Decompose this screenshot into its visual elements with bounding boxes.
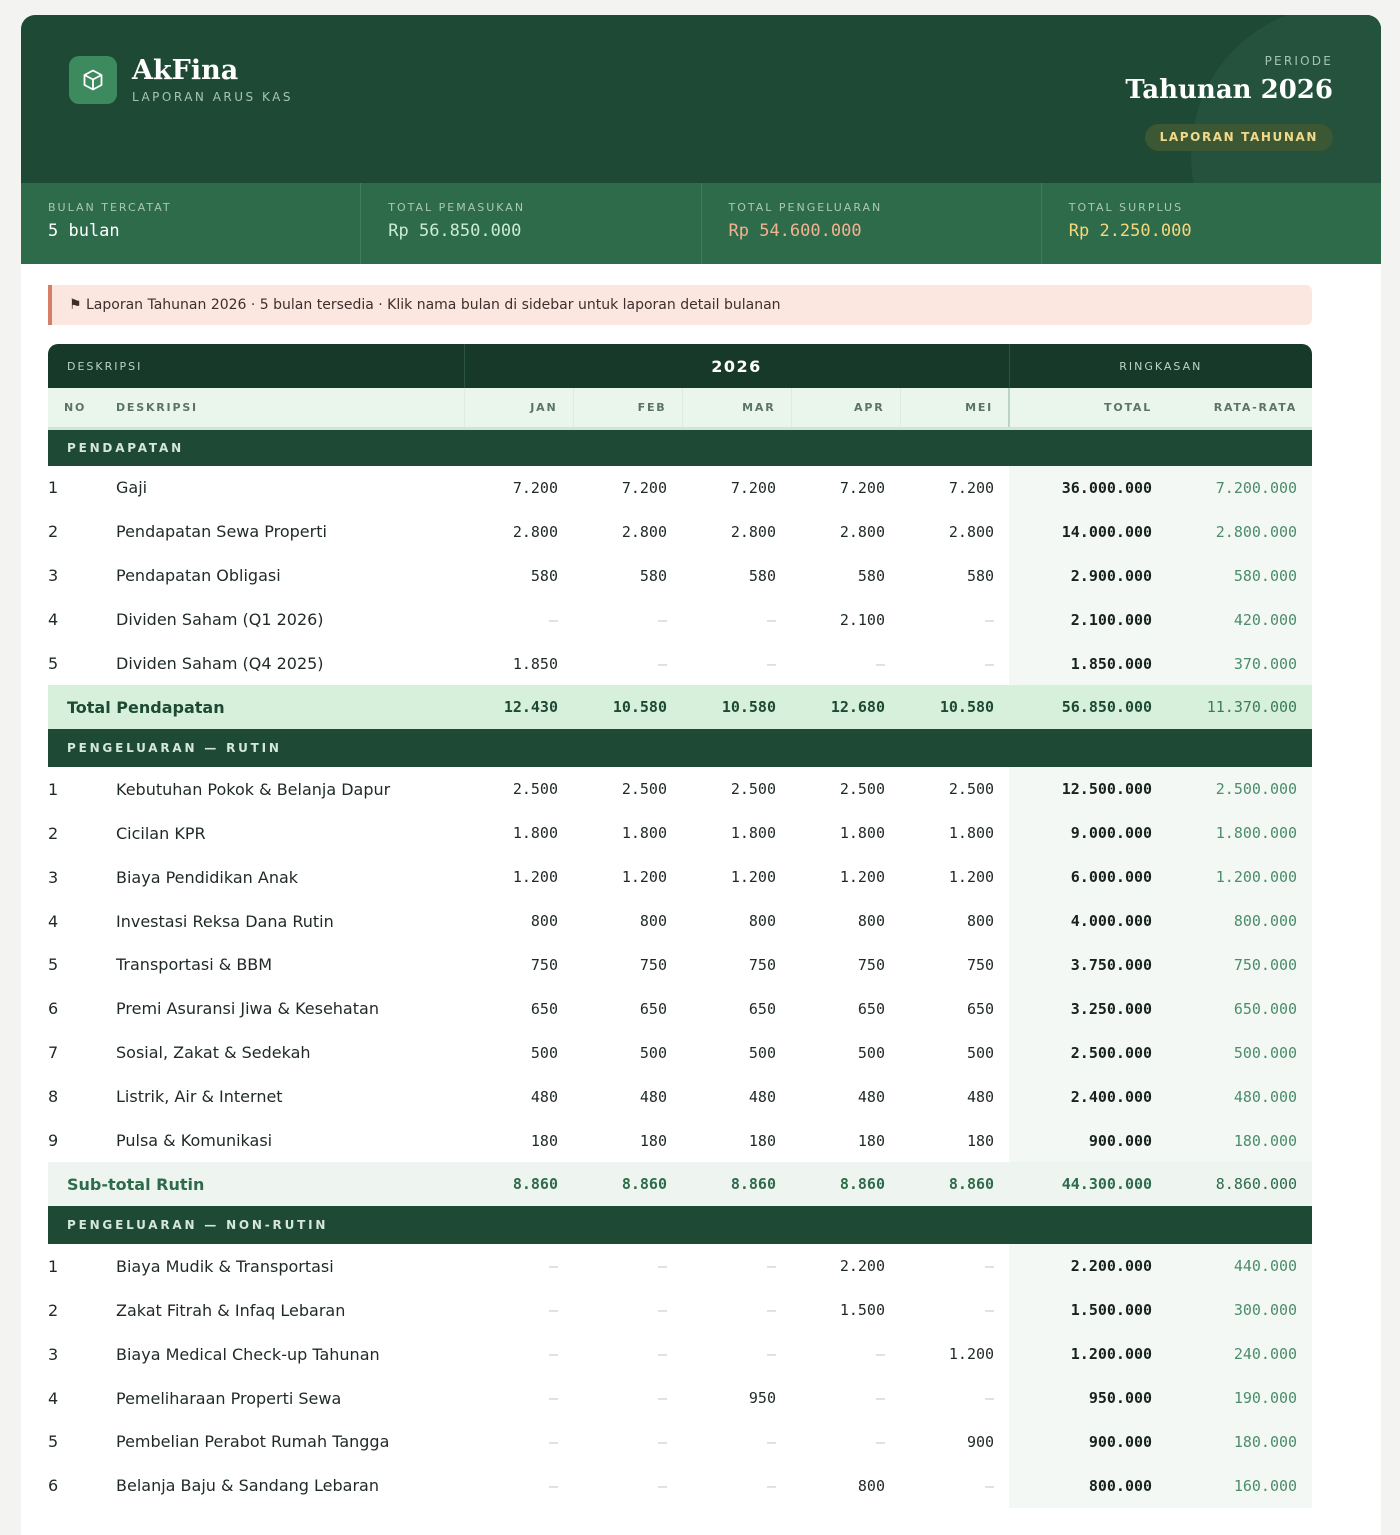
month-value: 1.200 [621, 868, 667, 887]
row-average: 180.000 [1167, 1420, 1312, 1464]
month-value: — [657, 1389, 667, 1408]
row-average: 500.000 [1167, 1031, 1312, 1075]
month-value: — [985, 1389, 995, 1408]
month-value: 480 [530, 1087, 558, 1106]
month-value: — [657, 1257, 667, 1276]
stat-expense [702, 183, 1042, 264]
row-description: Biaya Mudik & Transportasi [116, 1256, 334, 1276]
row-number: 2 [48, 522, 59, 542]
table-group-header [48, 344, 1312, 388]
month-value: 580 [966, 566, 995, 585]
month-value: — [875, 1432, 885, 1451]
section-total-label: Total Pendapatan [48, 685, 464, 729]
month-value: 950 [748, 1389, 776, 1408]
row-average: 2.500.000 [1167, 767, 1312, 811]
cube-icon [69, 56, 117, 104]
section-total-row [48, 685, 1312, 729]
row-number: 3 [48, 867, 59, 887]
stat-label: TOTAL PENGELUARAN [728, 201, 883, 214]
section-total-month: 8.860 [464, 1162, 573, 1206]
row-average: 480.000 [1167, 1075, 1312, 1119]
month-value: — [985, 1257, 995, 1276]
row-total: 950.000 [1009, 1376, 1167, 1420]
month-value: 7.200 [730, 478, 776, 497]
month-value: — [657, 1301, 667, 1320]
month-value: 480 [857, 1087, 885, 1106]
month-value: — [657, 1432, 667, 1451]
month-value: 7.200 [512, 478, 558, 497]
month-value: 7.200 [839, 478, 885, 497]
month-value: — [548, 1301, 558, 1320]
row-number: 4 [48, 610, 59, 630]
table-row [48, 1075, 1312, 1119]
month-value: — [657, 654, 667, 673]
col-header-jan: JAN [464, 388, 573, 428]
month-value: 7.200 [621, 478, 667, 497]
cashflow-table [48, 344, 1312, 1508]
section-header-row [48, 729, 1312, 767]
row-number: 1 [48, 478, 59, 498]
row-average: 1.800.000 [1167, 811, 1312, 855]
month-value: — [875, 1389, 885, 1408]
group-header-summary: RINGKASAN [1009, 344, 1312, 388]
row-average: 650.000 [1167, 987, 1312, 1031]
month-value: 2.800 [839, 522, 885, 541]
cashflow-table-wrapper [48, 344, 1312, 1508]
row-description: Dividen Saham (Q4 2025) [116, 654, 324, 673]
table-row [48, 642, 1312, 686]
row-description: Pembelian Perabot Rumah Tangga [116, 1432, 390, 1452]
month-value: 2.800 [730, 522, 776, 541]
month-value: 750 [966, 955, 995, 974]
row-average: 240.000 [1167, 1332, 1312, 1376]
month-value: 800 [857, 1476, 885, 1495]
col-header-desc: DESKRIPSI [116, 388, 464, 428]
report-header [21, 15, 1381, 183]
info-notice: ⚑ Laporan Tahunan 2026 · 5 bulan tersedia · Klik nama bulan di sidebar untuk laporan detail bulanan [48, 285, 1312, 325]
stat-label: TOTAL SURPLUS [1068, 201, 1184, 214]
row-number: 5 [48, 955, 59, 975]
month-value: — [657, 1345, 667, 1364]
month-value: — [985, 1301, 995, 1320]
row-average: 440.000 [1167, 1244, 1312, 1288]
month-value: 650 [639, 999, 667, 1018]
periode-label: PERIODE [1264, 54, 1333, 68]
row-description: Investasi Reksa Dana Rutin [116, 911, 334, 931]
section-total-month: 8.860 [791, 1162, 900, 1206]
stat-label: BULAN TERCATAT [48, 201, 172, 214]
row-average: 190.000 [1167, 1376, 1312, 1420]
month-value: — [766, 1476, 776, 1495]
row-description: Pendapatan Sewa Properti [116, 522, 327, 542]
row-average: 750.000 [1167, 943, 1312, 987]
month-value: 900 [966, 1432, 995, 1451]
month-value: 650 [966, 999, 995, 1018]
month-value: 7.200 [948, 478, 995, 497]
month-value: — [875, 654, 885, 673]
month-value: 800 [639, 912, 667, 931]
row-total: 2.100.000 [1009, 598, 1167, 642]
table-row [48, 767, 1312, 811]
row-number: 4 [48, 911, 59, 931]
month-value: — [548, 1345, 558, 1364]
stat-value: Rp 56.850.000 [388, 221, 522, 241]
stat-value: Rp 2.250.000 [1068, 221, 1192, 241]
month-value: 180 [530, 1131, 558, 1150]
stat-surplus [1042, 183, 1381, 264]
month-value: 500 [857, 1043, 885, 1062]
section-total-month: 8.860 [573, 1162, 682, 1206]
month-value: 1.200 [730, 868, 776, 887]
col-header-mar: MAR [682, 388, 791, 428]
row-number: 3 [48, 566, 59, 586]
table-row [48, 554, 1312, 598]
table-row [48, 943, 1312, 987]
row-number: 7 [48, 1043, 59, 1063]
col-header-total: TOTAL [1009, 388, 1167, 428]
section-total-month: 10.580 [900, 685, 1009, 729]
row-total: 1.500.000 [1009, 1288, 1167, 1332]
row-total: 2.500.000 [1009, 1031, 1167, 1075]
row-number: 9 [48, 1131, 59, 1151]
month-value: 1.800 [512, 824, 558, 843]
row-average: 580.000 [1167, 554, 1312, 598]
month-value: — [766, 654, 776, 673]
table-column-header [48, 388, 1312, 428]
month-value: 800 [966, 912, 995, 931]
row-total: 1.850.000 [1009, 642, 1167, 686]
table-body [48, 428, 1312, 1508]
row-description: Cicilan KPR [116, 823, 206, 843]
row-average: 2.800.000 [1167, 510, 1312, 554]
month-value: 480 [639, 1087, 667, 1106]
table-row [48, 987, 1312, 1031]
col-header-average: RATA-RATA [1167, 388, 1312, 428]
stat-label: TOTAL PEMASUKAN [388, 201, 526, 214]
month-value: 2.100 [839, 610, 885, 629]
section-total-month: 10.580 [682, 685, 791, 729]
month-value: 500 [530, 1043, 558, 1062]
month-value: — [657, 610, 667, 629]
month-value: 650 [857, 999, 885, 1018]
month-value: — [985, 610, 995, 629]
month-value: 2.500 [512, 780, 558, 799]
month-value: 480 [966, 1087, 995, 1106]
row-average: 370.000 [1167, 642, 1312, 686]
month-value: 500 [966, 1043, 995, 1062]
month-value: 480 [748, 1087, 776, 1106]
table-row [48, 510, 1312, 554]
row-average: 1.200.000 [1167, 855, 1312, 899]
row-description: Pendapatan Obligasi [116, 566, 281, 586]
month-value: — [766, 610, 776, 629]
month-value: 2.800 [621, 522, 667, 541]
table-row [48, 811, 1312, 855]
row-number: 2 [48, 1300, 59, 1320]
section-total-average: 8.860.000 [1167, 1162, 1312, 1206]
table-row [48, 899, 1312, 943]
group-header-year: 2026 [464, 344, 1009, 388]
month-value: 750 [748, 955, 776, 974]
stat-months [21, 183, 361, 264]
month-value: 800 [748, 912, 776, 931]
month-value: 750 [530, 955, 558, 974]
row-total: 14.000.000 [1009, 510, 1167, 554]
row-total: 12.500.000 [1009, 767, 1167, 811]
month-value: — [548, 1432, 558, 1451]
col-header-feb: FEB [573, 388, 682, 428]
row-description: Sosial, Zakat & Sedekah [116, 1043, 311, 1063]
month-value: 1.800 [730, 824, 776, 843]
row-average: 300.000 [1167, 1288, 1312, 1332]
section-total-total: 44.300.000 [1009, 1162, 1167, 1206]
section-header-row [48, 428, 1312, 466]
month-value: 580 [530, 566, 558, 585]
month-value: — [766, 1301, 776, 1320]
row-total: 2.900.000 [1009, 554, 1167, 598]
table-row [48, 1119, 1312, 1163]
section-header-row [48, 1206, 1312, 1244]
month-value: 800 [857, 912, 885, 931]
section-title: PENGELUARAN — NON-RUTIN [48, 1206, 1312, 1244]
row-total: 4.000.000 [1009, 899, 1167, 943]
month-value: 1.200 [512, 868, 558, 887]
section-total-average: 11.370.000 [1167, 685, 1312, 729]
month-value: 650 [530, 999, 558, 1018]
row-total: 6.000.000 [1009, 855, 1167, 899]
row-number: 3 [48, 1344, 59, 1364]
month-value: 1.850 [512, 654, 558, 673]
row-average: 7.200.000 [1167, 466, 1312, 510]
section-total-month: 8.860 [682, 1162, 791, 1206]
row-number: 1 [48, 1256, 59, 1276]
col-header-no: NO [48, 388, 116, 428]
month-value: 180 [748, 1131, 776, 1150]
section-total-month: 12.680 [791, 685, 900, 729]
row-description: Gaji [116, 478, 148, 498]
table-row [48, 1420, 1312, 1464]
month-value: 180 [857, 1131, 885, 1150]
row-description: Biaya Medical Check-up Tahunan [116, 1344, 380, 1364]
row-description: Dividen Saham (Q1 2026) [116, 610, 324, 630]
row-total: 800.000 [1009, 1464, 1167, 1508]
section-total-month: 8.860 [900, 1162, 1009, 1206]
month-value: 180 [966, 1131, 995, 1150]
month-value: 1.800 [839, 824, 885, 843]
month-value: — [548, 1476, 558, 1495]
report-type-badge: LAPORAN TAHUNAN [1145, 124, 1333, 151]
month-value: 2.800 [948, 522, 995, 541]
month-value: 1.200 [948, 1345, 995, 1364]
month-value: 580 [748, 566, 776, 585]
month-value: 750 [857, 955, 885, 974]
table-row [48, 598, 1312, 642]
table-row [48, 1376, 1312, 1420]
month-value: 1.200 [839, 868, 885, 887]
month-value: — [766, 1257, 776, 1276]
section-total-row [48, 1162, 1312, 1206]
month-value: — [548, 1257, 558, 1276]
row-description: Belanja Baju & Sandang Lebaran [116, 1476, 379, 1496]
row-total: 2.400.000 [1009, 1075, 1167, 1119]
row-average: 160.000 [1167, 1464, 1312, 1508]
month-value: — [875, 1345, 885, 1364]
section-title: PENGELUARAN — RUTIN [48, 729, 1312, 767]
stat-income [361, 183, 701, 264]
month-value: 580 [639, 566, 667, 585]
row-description: Listrik, Air & Internet [116, 1087, 283, 1107]
col-header-apr: APR [791, 388, 900, 428]
row-total: 1.200.000 [1009, 1332, 1167, 1376]
month-value: 580 [857, 566, 885, 585]
app-subtitle: LAPORAN ARUS KAS [132, 90, 293, 104]
month-value: 750 [639, 955, 667, 974]
month-value: 1.800 [948, 824, 995, 843]
row-total: 2.200.000 [1009, 1244, 1167, 1288]
section-total-month: 10.580 [573, 685, 682, 729]
stat-value: Rp 54.600.000 [728, 221, 862, 241]
row-number: 5 [48, 654, 59, 673]
row-average: 180.000 [1167, 1119, 1312, 1163]
section-total-total: 56.850.000 [1009, 685, 1167, 729]
month-value: 500 [748, 1043, 776, 1062]
row-total: 3.750.000 [1009, 943, 1167, 987]
stats-bar [21, 183, 1381, 264]
month-value: 2.500 [730, 780, 776, 799]
col-header-mei: MEI [900, 388, 1009, 428]
row-number: 4 [48, 1388, 59, 1408]
table-row [48, 1288, 1312, 1332]
row-description: Transportasi & BBM [116, 955, 273, 975]
month-value: — [985, 1476, 995, 1495]
month-value: 800 [530, 912, 558, 931]
row-total: 9.000.000 [1009, 811, 1167, 855]
month-value: 2.500 [948, 780, 995, 799]
month-value: 2.800 [512, 522, 558, 541]
row-description: Zakat Fitrah & Infaq Lebaran [116, 1300, 346, 1320]
section-total-month: 12.430 [464, 685, 573, 729]
row-average: 800.000 [1167, 899, 1312, 943]
row-description: Pemeliharaan Properti Sewa [116, 1388, 342, 1408]
row-total: 900.000 [1009, 1420, 1167, 1464]
table-row [48, 1464, 1312, 1508]
row-number: 2 [48, 823, 59, 843]
row-average: 420.000 [1167, 598, 1312, 642]
month-value: — [657, 1476, 667, 1495]
month-value: — [548, 610, 558, 629]
row-description: Kebutuhan Pokok & Belanja Dapur [116, 779, 391, 799]
row-total: 3.250.000 [1009, 987, 1167, 1031]
row-number: 6 [48, 999, 59, 1019]
table-row [48, 855, 1312, 899]
group-header-desc: DESKRIPSI [48, 344, 464, 388]
month-value: — [985, 654, 995, 673]
month-value: 2.200 [839, 1257, 885, 1276]
row-description: Premi Asuransi Jiwa & Kesehatan [116, 999, 379, 1019]
section-total-label: Sub-total Rutin [48, 1162, 464, 1206]
month-value: 1.500 [839, 1301, 885, 1320]
row-description: Biaya Pendidikan Anak [116, 867, 299, 887]
row-description: Pulsa & Komunikasi [116, 1131, 273, 1151]
row-number: 1 [48, 779, 59, 799]
month-value: 2.500 [621, 780, 667, 799]
month-value: — [548, 1389, 558, 1408]
month-value: — [766, 1345, 776, 1364]
table-row [48, 1332, 1312, 1376]
month-value: 500 [639, 1043, 667, 1062]
table-row [48, 1244, 1312, 1288]
row-total: 900.000 [1009, 1119, 1167, 1163]
month-value: 2.500 [839, 780, 885, 799]
section-title: PENDAPATAN [48, 428, 1312, 466]
table-row [48, 466, 1312, 510]
month-value: — [766, 1432, 776, 1451]
month-value: 180 [639, 1131, 667, 1150]
month-value: 1.800 [621, 824, 667, 843]
table-row [48, 1031, 1312, 1075]
app-name: AkFina [132, 55, 239, 86]
row-number: 6 [48, 1476, 59, 1496]
row-number: 5 [48, 1432, 59, 1452]
row-total: 36.000.000 [1009, 466, 1167, 510]
month-value: 650 [748, 999, 776, 1018]
periode-value: Tahunan 2026 [1125, 75, 1333, 105]
row-number: 8 [48, 1087, 59, 1107]
stat-value: 5 bulan [48, 221, 120, 241]
month-value: 1.200 [948, 868, 995, 887]
